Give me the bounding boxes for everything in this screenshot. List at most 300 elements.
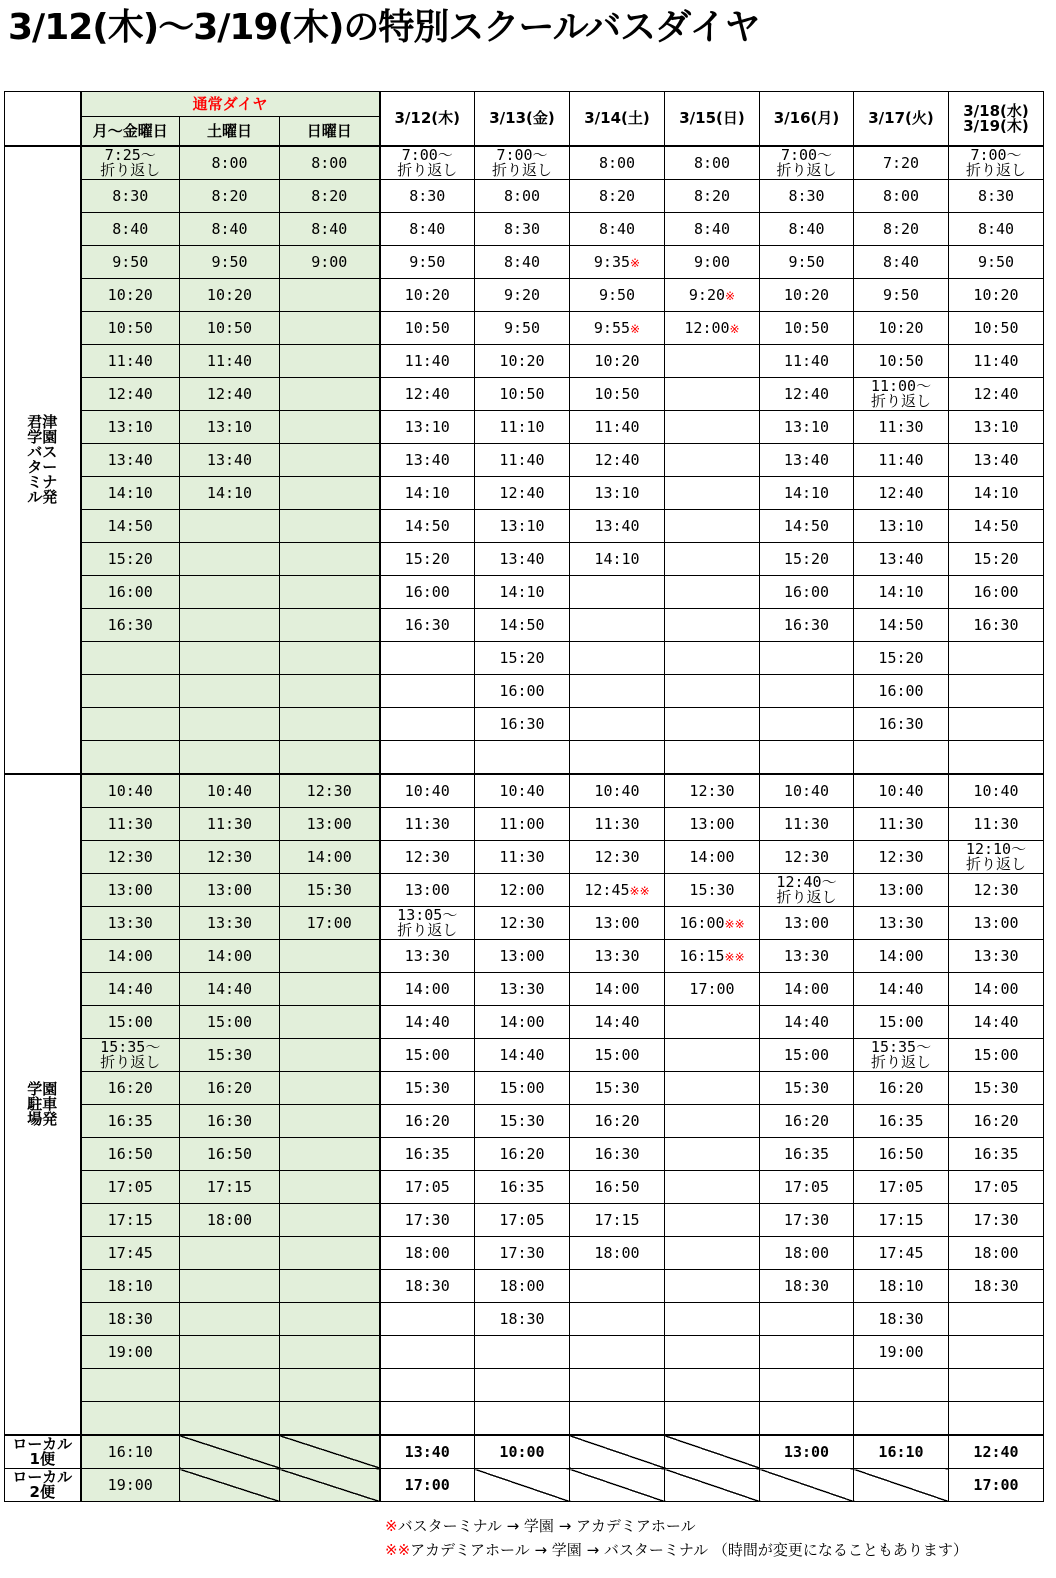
time-cell: 11:40 [949, 345, 1044, 378]
time-cell: 16:30 [570, 1138, 665, 1171]
table-row [5, 1402, 1044, 1436]
time-cell: 10:20 [760, 279, 854, 312]
slashed-cell [665, 1435, 760, 1469]
time-cell: 15:00 [81, 1006, 180, 1039]
time-cell [570, 675, 665, 708]
time-cell [949, 708, 1044, 741]
time-cell [280, 378, 380, 411]
time-cell [180, 1369, 280, 1402]
normal-col-header: 土曜日 [180, 117, 280, 147]
time-cell: 15:00 [380, 1039, 475, 1072]
time-cell: 14:00 [81, 940, 180, 973]
time-cell: 8:00 [665, 146, 760, 180]
time-cell [949, 741, 1044, 775]
time-cell: 8:30 [760, 180, 854, 213]
time-cell: 19:00 [81, 1336, 180, 1369]
time-cell: 10:20 [180, 279, 280, 312]
time-cell: 13:00 [570, 907, 665, 940]
time-cell [280, 1336, 380, 1369]
time-cell: 15:00 [854, 1006, 949, 1039]
date-col-header: 3/15(日) [665, 92, 760, 147]
time-cell: 13:05～ 折り返し [380, 907, 475, 940]
table-row [5, 907, 1044, 940]
table-row [5, 1039, 1044, 1072]
table-row [5, 543, 1044, 576]
slashed-cell [854, 1469, 949, 1502]
time-cell [280, 1402, 380, 1436]
time-cell: 13:30 [81, 907, 180, 940]
time-cell [760, 1303, 854, 1336]
time-cell: 12:40 [949, 378, 1044, 411]
time-cell [380, 708, 475, 741]
time-cell: 18:00 [380, 1237, 475, 1270]
time-cell [570, 708, 665, 741]
time-cell [280, 1138, 380, 1171]
time-cell: 12:00 [475, 874, 570, 907]
time-cell: 10:20 [475, 345, 570, 378]
time-cell [854, 1402, 949, 1436]
slashed-cell [180, 1435, 280, 1469]
time-cell [280, 576, 380, 609]
time-cell: 7:00～ 折り返し [949, 146, 1044, 180]
date-col-header: 3/18(水) 3/19(木) [949, 92, 1044, 147]
time-cell: 12:40 [760, 378, 854, 411]
time-cell: 16:00 [760, 576, 854, 609]
time-cell: 17:00 [280, 907, 380, 940]
normal-col-header: 月～金曜日 [81, 117, 180, 147]
section-label: 学園駐車場発 [5, 774, 81, 1435]
time-cell: 8:40 [475, 246, 570, 279]
table-row [5, 609, 1044, 642]
table-row [5, 675, 1044, 708]
time-cell: 8:40 [665, 213, 760, 246]
table-row [5, 378, 1044, 411]
time-cell: 11:30 [475, 841, 570, 874]
time-cell: 15:35～ 折り返し [81, 1039, 180, 1072]
table-row [5, 1270, 1044, 1303]
time-cell: 17:05 [81, 1171, 180, 1204]
table-row [5, 642, 1044, 675]
time-cell: 10:20 [949, 279, 1044, 312]
time-cell: 9:50 [949, 246, 1044, 279]
time-cell [180, 1402, 280, 1436]
time-cell: 8:40 [81, 213, 180, 246]
time-cell [380, 1303, 475, 1336]
time-cell: 10:40 [180, 774, 280, 808]
time-cell: 14:50 [380, 510, 475, 543]
time-cell [665, 1171, 760, 1204]
time-cell: 9:50 [570, 279, 665, 312]
time-cell: 12:10～ 折り返し [949, 841, 1044, 874]
time-cell: 15:00 [760, 1039, 854, 1072]
time-cell [280, 477, 380, 510]
date-col-header: 3/16(月) [760, 92, 854, 147]
time-cell [665, 741, 760, 775]
time-cell [81, 675, 180, 708]
time-cell: 13:40 [475, 543, 570, 576]
time-cell: 13:40 [380, 444, 475, 477]
time-cell: 18:00 [180, 1204, 280, 1237]
time-cell: 10:50 [380, 312, 475, 345]
time-cell [570, 1369, 665, 1402]
time-cell: 13:30 [380, 940, 475, 973]
time-cell [854, 741, 949, 775]
time-cell [280, 741, 380, 775]
time-cell [949, 1369, 1044, 1402]
time-cell: 14:10 [760, 477, 854, 510]
time-cell: 9:20※ [665, 279, 760, 312]
time-cell: 18:00 [760, 1237, 854, 1270]
time-cell: 15:30 [760, 1072, 854, 1105]
time-cell: 12:40 [854, 477, 949, 510]
time-cell: 13:30 [475, 973, 570, 1006]
time-cell: 16:00 [949, 576, 1044, 609]
time-cell: 14:40 [949, 1006, 1044, 1039]
time-cell: 17:15 [854, 1204, 949, 1237]
table-row [5, 213, 1044, 246]
time-cell [380, 642, 475, 675]
time-cell: 16:20 [180, 1072, 280, 1105]
time-cell: 8:40 [280, 213, 380, 246]
time-cell [380, 1369, 475, 1402]
time-cell [81, 741, 180, 775]
date-col-header: 3/14(土) [570, 92, 665, 147]
time-cell [280, 1171, 380, 1204]
time-cell: 13:10 [854, 510, 949, 543]
time-cell: 15:30 [665, 874, 760, 907]
time-cell: 12:40 [380, 378, 475, 411]
time-cell [570, 1336, 665, 1369]
time-cell: 10:50 [180, 312, 280, 345]
time-cell [280, 510, 380, 543]
time-cell: 12:30 [570, 841, 665, 874]
local-row [5, 1469, 1044, 1502]
date-col-header: 3/12(木) [380, 92, 475, 147]
time-cell: 14:40 [475, 1039, 570, 1072]
time-cell: 14:10 [949, 477, 1044, 510]
time-cell: 17:15 [570, 1204, 665, 1237]
time-cell [665, 708, 760, 741]
time-cell: 18:30 [760, 1270, 854, 1303]
time-cell [180, 642, 280, 675]
time-cell: 16:20 [760, 1105, 854, 1138]
time-cell [180, 675, 280, 708]
slashed-cell [280, 1469, 380, 1502]
time-cell: 14:50 [854, 609, 949, 642]
time-cell: 16:30 [949, 609, 1044, 642]
time-cell: 13:40 [570, 510, 665, 543]
time-cell: 12:40～ 折り返し [760, 874, 854, 907]
time-cell: 14:40 [854, 973, 949, 1006]
time-cell [665, 510, 760, 543]
time-cell: 11:10 [475, 411, 570, 444]
time-cell: 14:40 [81, 973, 180, 1006]
time-cell: 12:30 [665, 774, 760, 808]
time-cell: 14:00 [949, 973, 1044, 1006]
page-title: 3/12(木)～3/19(木)の特別スクールバスダイヤ [8, 7, 760, 48]
footnote-1: ※バスターミナル → 学園 → アカデミアホール [385, 1517, 696, 1535]
time-cell [81, 708, 180, 741]
time-cell: 8:00 [854, 180, 949, 213]
local-time-cell: 10:00 [475, 1435, 570, 1469]
local-time-cell: 13:00 [760, 1435, 854, 1469]
time-cell: 15:30 [180, 1039, 280, 1072]
time-cell: 9:50 [760, 246, 854, 279]
time-cell: 15:20 [380, 543, 475, 576]
time-cell: 18:30 [380, 1270, 475, 1303]
time-cell: 8:40 [380, 213, 475, 246]
header-corner [5, 92, 81, 147]
date-col-header: 3/17(火) [854, 92, 949, 147]
time-cell: 18:30 [81, 1303, 180, 1336]
time-cell: 11:40 [180, 345, 280, 378]
time-cell [280, 1204, 380, 1237]
time-cell: 16:30 [81, 609, 180, 642]
table-row [5, 1204, 1044, 1237]
time-cell: 16:00 [81, 576, 180, 609]
time-cell [280, 1270, 380, 1303]
time-cell: 11:30 [854, 808, 949, 841]
time-cell: 12:30 [760, 841, 854, 874]
time-cell: 15:30 [280, 874, 380, 907]
time-cell: 15:00 [570, 1039, 665, 1072]
time-cell: 9:50 [475, 312, 570, 345]
time-cell: 14:40 [760, 1006, 854, 1039]
time-cell: 9:35※ [570, 246, 665, 279]
time-cell [81, 642, 180, 675]
time-cell: 13:10 [760, 411, 854, 444]
time-cell: 17:45 [81, 1237, 180, 1270]
time-cell: 13:00 [854, 874, 949, 907]
time-cell: 17:00 [665, 973, 760, 1006]
time-cell [570, 1402, 665, 1436]
time-cell: 13:40 [854, 543, 949, 576]
time-cell: 12:30 [280, 774, 380, 808]
table-row [5, 312, 1044, 345]
time-cell: 16:00※※ [665, 907, 760, 940]
time-cell: 18:10 [81, 1270, 180, 1303]
time-cell: 15:00 [475, 1072, 570, 1105]
time-cell: 16:30 [854, 708, 949, 741]
table-row [5, 444, 1044, 477]
time-cell: 15:20 [81, 543, 180, 576]
normal-col-header: 日曜日 [280, 117, 380, 147]
time-cell: 11:00～ 折り返し [854, 378, 949, 411]
time-cell: 14:40 [570, 1006, 665, 1039]
time-cell: 16:30 [380, 609, 475, 642]
time-cell [665, 477, 760, 510]
time-cell: 12:40 [475, 477, 570, 510]
time-cell: 14:10 [570, 543, 665, 576]
time-cell: 15:30 [475, 1105, 570, 1138]
schedule-table [4, 91, 1044, 1502]
time-cell: 10:20 [81, 279, 180, 312]
time-cell: 18:10 [854, 1270, 949, 1303]
time-cell: 8:40 [180, 213, 280, 246]
time-cell: 9:50 [380, 246, 475, 279]
time-cell: 16:20 [380, 1105, 475, 1138]
time-cell: 16:35 [475, 1171, 570, 1204]
local-label: ローカル 2便 [5, 1469, 81, 1502]
time-cell: 13:00 [475, 940, 570, 973]
time-cell: 11:30 [760, 808, 854, 841]
table-row [5, 741, 1044, 775]
time-cell [180, 543, 280, 576]
time-cell [180, 741, 280, 775]
table-row [5, 1171, 1044, 1204]
time-cell: 17:30 [380, 1204, 475, 1237]
time-cell: 14:50 [475, 609, 570, 642]
time-cell [280, 1039, 380, 1072]
time-cell: 16:30 [760, 609, 854, 642]
time-cell [81, 1402, 180, 1436]
header-row-1 [5, 92, 1044, 117]
table-row [5, 146, 1044, 180]
time-cell [760, 675, 854, 708]
time-cell: 17:05 [380, 1171, 475, 1204]
time-cell: 8:40 [949, 213, 1044, 246]
time-cell: 15:20 [760, 543, 854, 576]
slashed-cell [280, 1435, 380, 1469]
time-cell: 16:30 [180, 1105, 280, 1138]
local-time-cell: 17:00 [949, 1469, 1044, 1502]
time-cell [854, 1369, 949, 1402]
time-cell: 15:30 [380, 1072, 475, 1105]
time-cell: 7:00～ 折り返し [380, 146, 475, 180]
time-cell: 12:30 [949, 874, 1044, 907]
time-cell [180, 708, 280, 741]
time-cell: 13:40 [760, 444, 854, 477]
table-row [5, 576, 1044, 609]
slashed-cell [665, 1469, 760, 1502]
local-time-cell: 16:10 [854, 1435, 949, 1469]
time-cell: 16:20 [570, 1105, 665, 1138]
time-cell: 13:30 [949, 940, 1044, 973]
time-cell: 15:30 [570, 1072, 665, 1105]
time-cell: 8:00 [280, 146, 380, 180]
time-cell: 17:30 [760, 1204, 854, 1237]
local-time-cell: 16:10 [81, 1435, 180, 1469]
time-cell [280, 1006, 380, 1039]
time-cell: 12:40 [180, 378, 280, 411]
time-cell: 14:40 [180, 973, 280, 1006]
time-cell: 12:40 [570, 444, 665, 477]
time-cell: 11:30 [854, 411, 949, 444]
time-cell [760, 642, 854, 675]
table-row [5, 1072, 1044, 1105]
time-cell: 11:40 [854, 444, 949, 477]
time-cell: 14:10 [180, 477, 280, 510]
time-cell [280, 345, 380, 378]
slashed-cell [180, 1469, 280, 1502]
time-cell: 8:30 [475, 213, 570, 246]
time-cell [180, 1303, 280, 1336]
time-cell [665, 378, 760, 411]
time-cell: 13:10 [180, 411, 280, 444]
time-cell: 10:40 [949, 774, 1044, 808]
time-cell: 18:00 [570, 1237, 665, 1270]
table-row [5, 1105, 1044, 1138]
local-row [5, 1435, 1044, 1469]
time-cell: 16:35 [760, 1138, 854, 1171]
time-cell: 10:40 [380, 774, 475, 808]
time-cell [760, 741, 854, 775]
time-cell: 15:20 [949, 543, 1044, 576]
time-cell [280, 1369, 380, 1402]
time-cell: 10:50 [475, 378, 570, 411]
time-cell: 13:30 [570, 940, 665, 973]
time-cell: 8:20 [665, 180, 760, 213]
time-cell: 8:20 [180, 180, 280, 213]
time-cell: 19:00 [854, 1336, 949, 1369]
time-cell [380, 741, 475, 775]
time-cell [475, 1402, 570, 1436]
time-cell: 13:10 [949, 411, 1044, 444]
local-time-cell: 17:00 [380, 1469, 475, 1502]
time-cell [280, 444, 380, 477]
time-cell: 13:40 [949, 444, 1044, 477]
time-cell: 16:35 [854, 1105, 949, 1138]
time-cell [180, 1270, 280, 1303]
time-cell: 17:15 [180, 1171, 280, 1204]
table-row [5, 808, 1044, 841]
local-time-cell: 13:40 [380, 1435, 475, 1469]
time-cell: 17:30 [949, 1204, 1044, 1237]
time-cell: 16:20 [854, 1072, 949, 1105]
time-cell: 18:30 [475, 1303, 570, 1336]
time-cell: 12:30 [81, 841, 180, 874]
time-cell: 17:30 [475, 1237, 570, 1270]
time-cell [280, 642, 380, 675]
time-cell: 14:50 [81, 510, 180, 543]
table-row [5, 774, 1044, 808]
time-cell [475, 741, 570, 775]
time-cell: 10:50 [570, 378, 665, 411]
time-cell: 18:30 [949, 1270, 1044, 1303]
time-cell [760, 1369, 854, 1402]
time-cell: 17:05 [949, 1171, 1044, 1204]
time-cell: 13:00 [380, 874, 475, 907]
time-cell: 13:00 [949, 907, 1044, 940]
time-cell: 11:40 [760, 345, 854, 378]
table-row [5, 1138, 1044, 1171]
time-cell: 7:25～ 折り返し [81, 146, 180, 180]
time-cell: 14:10 [854, 576, 949, 609]
time-cell: 13:40 [81, 444, 180, 477]
time-cell: 16:00 [854, 675, 949, 708]
table-row [5, 246, 1044, 279]
time-cell [475, 1336, 570, 1369]
time-cell [180, 1237, 280, 1270]
time-cell [665, 1237, 760, 1270]
time-cell: 14:00 [570, 973, 665, 1006]
time-cell: 8:00 [475, 180, 570, 213]
time-cell: 14:00 [180, 940, 280, 973]
time-cell: 8:20 [280, 180, 380, 213]
time-cell [665, 1138, 760, 1171]
time-cell: 10:50 [854, 345, 949, 378]
time-cell: 8:40 [570, 213, 665, 246]
time-cell [380, 1402, 475, 1436]
time-cell: 14:50 [949, 510, 1044, 543]
time-cell: 13:40 [180, 444, 280, 477]
time-cell: 8:20 [570, 180, 665, 213]
time-cell [665, 1039, 760, 1072]
time-cell [570, 1303, 665, 1336]
time-cell: 10:20 [570, 345, 665, 378]
time-cell: 12:30 [180, 841, 280, 874]
time-cell: 8:00 [570, 146, 665, 180]
